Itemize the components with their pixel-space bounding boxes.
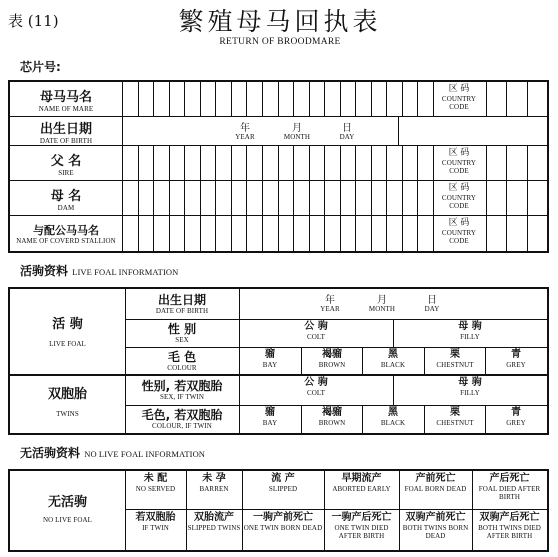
- country-code-box[interactable]: [487, 181, 506, 215]
- foal-colour-label: [125, 350, 239, 372]
- country-code-en2: CODE: [449, 167, 469, 175]
- foal-colt-option-en: COLT: [306, 333, 326, 341]
- mare-dob-row-label-zh: 出生日期: [39, 121, 92, 137]
- foal-dob-label: [125, 293, 239, 315]
- no-live-row1-option-zh: 早期流产: [341, 473, 382, 484]
- no-live-row1-option-en: ABORTED EARLY: [332, 485, 391, 493]
- country-code-en1: COUNTRY: [441, 159, 477, 167]
- date-of-birth-blank-field[interactable]: [399, 117, 547, 145]
- foal-colour-checkbox[interactable]: [425, 347, 486, 373]
- foal-dob-label-zh: 出生日期: [157, 293, 206, 307]
- name-char-box[interactable]: [418, 181, 433, 215]
- name-char-box[interactable]: [170, 181, 185, 215]
- name-char-box[interactable]: [279, 82, 294, 116]
- twin-sex-label-zh: 性别, 若双胞胎: [141, 379, 223, 393]
- name-char-box[interactable]: [279, 146, 294, 180]
- name-char-box[interactable]: [387, 82, 402, 116]
- name-char-box[interactable]: [263, 82, 278, 116]
- live-month-en-label: MONTH: [368, 305, 396, 313]
- twin-colour-label-en: COLOUR, IF TWIN: [152, 422, 212, 430]
- stallion-row-label-en: NAME OF COVERD STALLION: [16, 236, 116, 245]
- foal-colour-checkbox[interactable]: [363, 347, 424, 373]
- country-code-en1: COUNTRY: [441, 194, 477, 202]
- name-char-box[interactable]: [341, 146, 356, 180]
- twin-colour-option-en: CHESTNUT: [436, 419, 474, 427]
- name-char-box[interactable]: [185, 146, 200, 180]
- name-char-box[interactable]: [387, 216, 402, 250]
- foal-sex-label-zh: 性 别: [167, 322, 197, 336]
- no-live-row2-option-zh: 双驹产后死亡: [479, 512, 540, 523]
- day-zh-label: 日: [342, 123, 352, 134]
- name-char-box[interactable]: [325, 181, 340, 215]
- twin-colour-option-zh: 褐骝: [322, 407, 342, 418]
- name-char-box[interactable]: [263, 146, 278, 180]
- twin-sex-label-en: SEX, IF TWIN: [159, 393, 205, 401]
- name-char-box[interactable]: [170, 146, 185, 180]
- country-code-zh: 区 码: [448, 84, 470, 94]
- country-code-box[interactable]: [507, 181, 526, 215]
- name-char-box[interactable]: [294, 82, 309, 116]
- twin-colour-option-en: BROWN: [318, 419, 346, 427]
- country-code-box[interactable]: [528, 216, 547, 250]
- live-month-zh-label: 月: [377, 295, 387, 306]
- live-foal-label-en: LIVE FOAL: [49, 340, 86, 348]
- name-char-box[interactable]: [310, 146, 325, 180]
- foal-colour-option-en: BLACK: [380, 361, 406, 369]
- no-live-row2-option-en: BOTH TWINS DIED AFTER BIRTH: [478, 524, 541, 540]
- name-char-box[interactable]: [403, 181, 418, 215]
- name-char-box[interactable]: [123, 82, 138, 116]
- twin-colour-option-zh: 黑: [388, 407, 398, 418]
- name-char-box[interactable]: [232, 82, 247, 116]
- dam-row-label-en: DAM: [57, 203, 75, 212]
- twin-colour-option-en: BAY: [262, 419, 278, 427]
- no-live-row2-option-en: SLIPPED TWINS: [187, 524, 241, 532]
- foal-filly-option-en: FILLY: [460, 333, 480, 341]
- foal-filly-option-zh: 母 驹: [458, 321, 482, 332]
- no-live-row1-option-en: SLIPPED: [268, 485, 298, 493]
- name-char-box[interactable]: [418, 216, 433, 250]
- no-live-row1-option-zh: 未 配: [143, 473, 168, 484]
- name-char-box[interactable]: [356, 216, 371, 250]
- name-char-box[interactable]: [341, 216, 356, 250]
- month-en-label: MONTH: [283, 133, 311, 141]
- live-day-zh-label: 日: [427, 295, 437, 306]
- country-code-en1: COUNTRY: [441, 95, 477, 103]
- foal-colour-checkbox[interactable]: [240, 347, 301, 373]
- twin-colour-option-zh: 青: [511, 407, 521, 418]
- name-char-box[interactable]: [403, 82, 418, 116]
- no-live-foal-table: [8, 469, 549, 552]
- country-code-en2: CODE: [449, 202, 469, 210]
- name-char-box[interactable]: [232, 146, 247, 180]
- name-char-box[interactable]: [123, 181, 138, 215]
- name-char-box[interactable]: [170, 82, 185, 116]
- country-code-box[interactable]: [487, 146, 506, 180]
- name-char-box[interactable]: [294, 146, 309, 180]
- twin-colour-option-en: GREY: [506, 419, 526, 427]
- country-code-label: [434, 84, 484, 111]
- no-live-row2-checkbox[interactable]: [243, 510, 324, 549]
- stallion-row-label: [10, 224, 122, 245]
- country-code-label: [434, 148, 484, 175]
- foal-sex-label: [125, 322, 239, 344]
- live-day-en-label: DAY: [424, 305, 440, 313]
- name-char-box[interactable]: [418, 82, 433, 116]
- no-live-row2-option-zh: 双驹产前死亡: [405, 512, 466, 523]
- country-code-box[interactable]: [487, 216, 506, 250]
- name-char-box[interactable]: [356, 181, 371, 215]
- no-live-row2-checkbox[interactable]: [126, 510, 186, 549]
- no-live-foal-label-zh: 无活驹: [47, 495, 87, 510]
- name-char-box[interactable]: [185, 216, 200, 250]
- live-foal-label-zh: 活 驹: [52, 317, 83, 332]
- twin-colour-option-zh: 骝: [265, 407, 275, 418]
- name-char-box[interactable]: [372, 181, 387, 215]
- name-char-box[interactable]: [310, 216, 325, 250]
- live-foal-heading: 活驹资料 LIVE FOAL INFORMATION: [20, 264, 179, 278]
- no-live-row2-option-zh: 若双胞胎: [135, 512, 176, 523]
- no-live-row1-option-zh: 产后死亡: [489, 473, 530, 484]
- foal-colour-checkbox[interactable]: [302, 347, 363, 373]
- day-en-label: DAY: [339, 133, 355, 141]
- foal-colour-option-en: BROWN: [318, 361, 346, 369]
- no-live-foal-heading: 无活驹资料 NO LIVE FOAL INFORMATION: [20, 446, 206, 460]
- name-char-box[interactable]: [356, 146, 371, 180]
- no-live-row1-option-zh: 产前死亡: [415, 473, 456, 484]
- no-live-row1-checkbox[interactable]: [325, 471, 399, 508]
- no-live-row1-checkbox[interactable]: [187, 471, 242, 508]
- month-zh-label: 月: [292, 123, 302, 134]
- twin-colour-checkbox[interactable]: [240, 405, 301, 432]
- no-live-row2-option-en: ONE TWIN BORN DEAD: [243, 524, 323, 532]
- foal-colour-checkbox[interactable]: [486, 347, 547, 373]
- country-code-en1: COUNTRY: [441, 229, 477, 237]
- name-char-box[interactable]: [418, 146, 433, 180]
- name-char-box[interactable]: [325, 146, 340, 180]
- name-char-box[interactable]: [139, 146, 154, 180]
- sire-row-label-zh: 父 名: [50, 153, 82, 169]
- name-char-box[interactable]: [356, 82, 371, 116]
- name-char-box[interactable]: [387, 181, 402, 215]
- foal-sex-label-en: SEX: [175, 336, 189, 344]
- name-char-box[interactable]: [154, 146, 169, 180]
- live-foal-label: [10, 317, 125, 348]
- mare-name-row-label: [10, 90, 122, 113]
- foal-colt-checkbox[interactable]: [240, 319, 393, 346]
- twin-colour-option-zh: 栗: [450, 407, 460, 418]
- twin-colour-label-zh: 毛色, 若双胞胎: [141, 408, 223, 422]
- name-char-box[interactable]: [216, 181, 231, 215]
- mare-table: [8, 80, 549, 253]
- name-char-box[interactable]: [325, 82, 340, 116]
- foal-colour-option-en: BAY: [262, 361, 278, 369]
- no-live-row1-option-en: FOAL DIED AFTER BIRTH: [478, 485, 541, 501]
- name-char-box[interactable]: [170, 216, 185, 250]
- name-char-box[interactable]: [247, 216, 262, 250]
- name-char-box[interactable]: [154, 216, 169, 250]
- twins-label-zh: 双胞胎: [47, 387, 87, 402]
- name-char-box[interactable]: [372, 216, 387, 250]
- name-char-box[interactable]: [263, 181, 278, 215]
- twin-colour-checkbox[interactable]: [486, 405, 547, 432]
- live-foal-table: [8, 287, 549, 435]
- country-code-zh: 区 码: [448, 218, 470, 228]
- name-char-box[interactable]: [341, 82, 356, 116]
- no-live-row2-checkbox[interactable]: [325, 510, 399, 549]
- twin-colt-checkbox[interactable]: [240, 375, 393, 404]
- name-char-box[interactable]: [201, 181, 216, 215]
- dam-row-label: [10, 189, 122, 212]
- twin-filly-option-en: FILLY: [460, 389, 480, 397]
- name-char-box[interactable]: [201, 216, 216, 250]
- page-subtitle: RETURN OF BROODMARE: [219, 37, 341, 47]
- name-char-box[interactable]: [123, 146, 138, 180]
- name-char-box[interactable]: [247, 181, 262, 215]
- no-live-foal-label-en: NO LIVE FOAL: [42, 516, 93, 524]
- foal-colour-option-zh: 褐骝: [322, 349, 342, 360]
- no-live-row2-option-zh: 一驹产后死亡: [331, 512, 392, 523]
- country-code-box[interactable]: [487, 82, 506, 116]
- twin-filly-option-zh: 母 驹: [458, 377, 482, 388]
- no-live-row1-checkbox[interactable]: [400, 471, 472, 508]
- name-char-box[interactable]: [232, 216, 247, 250]
- country-code-zh: 区 码: [448, 183, 470, 193]
- name-char-box[interactable]: [247, 146, 262, 180]
- foal-dob-label-en: DATE OF BIRTH: [155, 307, 209, 315]
- mare-dob-row-label: [10, 122, 122, 145]
- twin-colour-checkbox[interactable]: [425, 405, 486, 432]
- country-code-label: [434, 183, 484, 210]
- name-char-box[interactable]: [387, 146, 402, 180]
- foal-colour-option-en: GREY: [506, 361, 526, 369]
- name-char-box[interactable]: [310, 82, 325, 116]
- country-code-en2: CODE: [449, 237, 469, 245]
- name-char-box[interactable]: [325, 216, 340, 250]
- mare-name-row-label-zh: 母马马名: [39, 89, 92, 105]
- name-char-box[interactable]: [294, 216, 309, 250]
- twins-label: [10, 387, 125, 418]
- twin-colour-option-en: BLACK: [380, 419, 406, 427]
- form-number: 表 (11): [8, 12, 59, 30]
- no-live-row1-checkbox[interactable]: [243, 471, 324, 508]
- name-char-box[interactable]: [294, 181, 309, 215]
- country-code-box[interactable]: [528, 82, 547, 116]
- twin-colt-option-en: COLT: [306, 389, 326, 397]
- no-live-row2-option-en: BOTH TWINS BORN DEAD: [402, 524, 469, 540]
- name-char-box[interactable]: [341, 181, 356, 215]
- name-char-box[interactable]: [139, 181, 154, 215]
- country-code-box[interactable]: [528, 181, 547, 215]
- twin-colour-checkbox[interactable]: [363, 405, 424, 432]
- twin-colour-label: [125, 408, 239, 430]
- name-char-box[interactable]: [201, 146, 216, 180]
- country-code-box[interactable]: [507, 216, 526, 250]
- no-live-row2-option-zh: 一驹产前死亡: [253, 512, 313, 523]
- year-en-label: YEAR: [235, 133, 255, 141]
- name-char-box[interactable]: [247, 82, 262, 116]
- name-char-box[interactable]: [185, 82, 200, 116]
- foal-filly-checkbox[interactable]: [394, 319, 547, 346]
- no-live-row2-option-zh: 双胎流产: [194, 512, 234, 523]
- name-char-box[interactable]: [263, 216, 278, 250]
- sire-row-label-en: SIRE: [58, 168, 74, 177]
- foal-colour-option-zh: 骝: [265, 349, 275, 360]
- mare-dob-row-label-en: DATE OF BIRTH: [39, 136, 93, 145]
- twins-label-en: TWINS: [56, 410, 79, 418]
- name-char-box[interactable]: [372, 82, 387, 116]
- no-live-row2-checkbox[interactable]: [400, 510, 472, 549]
- name-char-box[interactable]: [139, 216, 154, 250]
- no-live-row2-option-en: ONE TWIN DIED AFTER BIRTH: [334, 524, 389, 540]
- name-char-box[interactable]: [123, 216, 138, 250]
- no-live-row1-option-en: FOAL BORN DEAD: [404, 485, 467, 493]
- no-live-row1-checkbox[interactable]: [126, 471, 186, 508]
- live-year-zh-label: 年: [325, 295, 335, 306]
- no-live-row1-option-zh: 未 孕: [202, 473, 226, 484]
- no-live-row1-option-en: NO SERVED: [135, 485, 176, 493]
- country-code-label: [434, 218, 484, 245]
- foal-colour-label-en: COLOUR: [167, 364, 197, 372]
- name-char-box[interactable]: [154, 181, 169, 215]
- name-char-box[interactable]: [154, 82, 169, 116]
- country-code-box[interactable]: [507, 82, 526, 116]
- country-code-en2: CODE: [449, 103, 469, 111]
- foal-colt-option-zh: 公 驹: [304, 321, 328, 332]
- name-char-box[interactable]: [216, 216, 231, 250]
- name-char-box[interactable]: [403, 216, 418, 250]
- no-live-foal-label: [10, 495, 125, 524]
- name-char-box[interactable]: [310, 181, 325, 215]
- name-char-box[interactable]: [403, 146, 418, 180]
- sire-row-label: [10, 154, 122, 177]
- name-char-box[interactable]: [372, 146, 387, 180]
- stallion-row-label-zh: 与配公马马名: [33, 223, 99, 237]
- no-live-row1-option-zh: 流 产: [271, 473, 295, 484]
- country-code-box[interactable]: [528, 146, 547, 180]
- twin-colour-checkbox[interactable]: [302, 405, 363, 432]
- no-live-row2-option-en: IF TWIN: [142, 524, 169, 532]
- no-live-row1-checkbox[interactable]: [473, 471, 547, 508]
- twin-colt-option-zh: 公 驹: [304, 377, 328, 388]
- foal-colour-option-zh: 青: [511, 349, 521, 360]
- foal-colour-label-zh: 毛 色: [167, 350, 197, 364]
- name-char-box[interactable]: [232, 181, 247, 215]
- name-char-box[interactable]: [279, 181, 294, 215]
- name-char-box[interactable]: [279, 216, 294, 250]
- country-code-box[interactable]: [507, 146, 526, 180]
- foal-colour-option-zh: 栗: [450, 349, 460, 360]
- no-live-row2-checkbox[interactable]: [473, 510, 547, 549]
- chip-number-label: 芯片号:: [20, 60, 61, 74]
- name-char-box[interactable]: [185, 181, 200, 215]
- live-year-en-label: YEAR: [320, 305, 340, 313]
- twin-sex-label: [125, 379, 239, 401]
- foal-colour-option-en: CHESTNUT: [436, 361, 474, 369]
- foal-dob-field[interactable]: [240, 289, 547, 318]
- year-zh-label: 年: [240, 123, 250, 134]
- name-char-box[interactable]: [216, 82, 231, 116]
- mare-name-row-label-en: NAME OF MARE: [38, 104, 94, 113]
- no-live-row1-option-en: BARREN: [199, 485, 229, 493]
- name-char-box[interactable]: [216, 146, 231, 180]
- foal-colour-option-zh: 黑: [388, 349, 398, 360]
- name-char-box[interactable]: [201, 82, 216, 116]
- dam-row-label-zh: 母 名: [50, 188, 82, 204]
- page-title: 繁殖母马回执表: [178, 7, 382, 36]
- twin-filly-checkbox[interactable]: [394, 375, 547, 404]
- grid-line: [122, 117, 123, 146]
- no-live-row2-checkbox[interactable]: [187, 510, 242, 549]
- country-code-zh: 区 码: [448, 148, 470, 158]
- name-char-box[interactable]: [139, 82, 154, 116]
